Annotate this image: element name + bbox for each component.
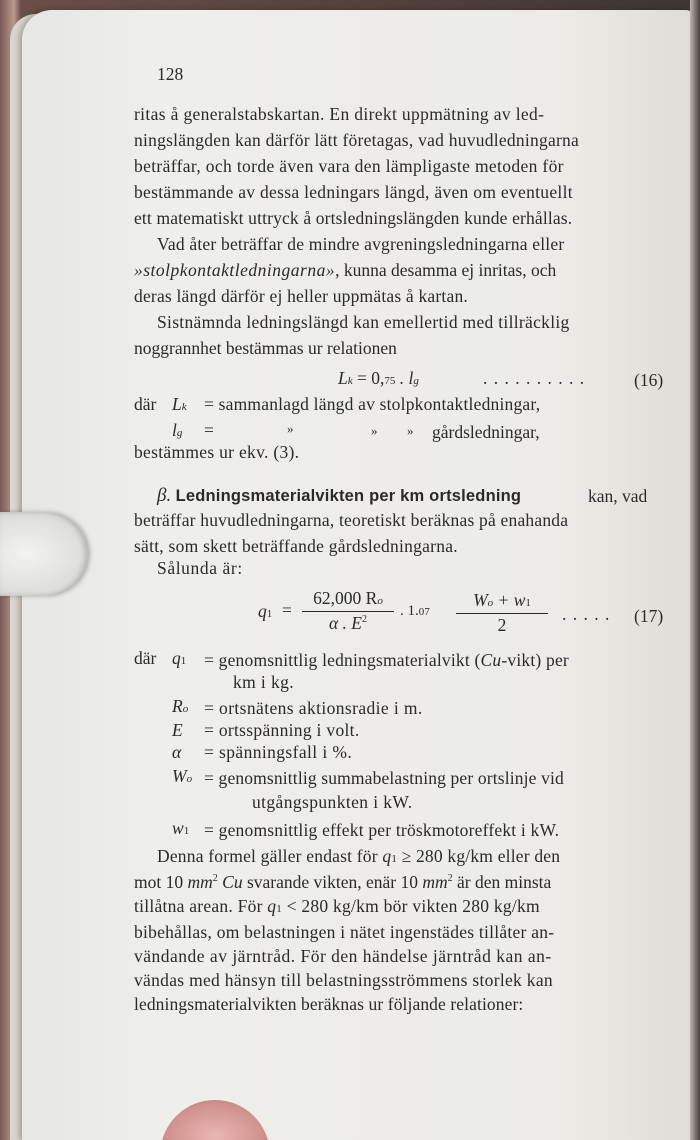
def-text-end: -vikt) per xyxy=(501,650,569,670)
final-l2b: mm xyxy=(187,872,213,892)
eq17-den1: α . E xyxy=(328,613,362,633)
final-line-5: vändande av järntråd. För den händelse järntråd kan an- xyxy=(134,946,552,966)
eq16-equals: = 0, xyxy=(357,368,385,388)
eq17-def-5-symbol xyxy=(172,768,192,786)
section-beta-line-4: Sålunda är: xyxy=(157,558,243,578)
def-sub: 1 xyxy=(183,825,190,837)
eq16-def-2-equals: = xyxy=(204,420,214,440)
eq16-def-2-rest: gårdsledningar, xyxy=(432,422,540,442)
eq17-lhs-symbol: q xyxy=(258,601,267,621)
text-line-7 xyxy=(134,262,556,280)
final-l2f: är den minsta xyxy=(457,872,552,892)
eq17-def-2-text: = ortsnätens aktionsradie i m. xyxy=(204,698,423,718)
page-number: 128 xyxy=(157,64,184,84)
eq17-equals: = xyxy=(282,600,292,620)
def-sym: E xyxy=(172,720,183,740)
def-text: = genomsnittlig ledningsmaterialvikt ( xyxy=(204,650,481,670)
eq16-def-1-symbol xyxy=(172,396,187,414)
eq16-number: (16) xyxy=(634,370,664,390)
eq16-coef: 75 xyxy=(384,375,396,387)
text-line-4: bestämmande av dessa ledningars längd, även om eventuellt xyxy=(134,182,573,202)
eq17-def-4-symbol xyxy=(172,744,181,762)
final-l3a: tillåtna arean. För xyxy=(134,896,263,916)
eq17-multiplier xyxy=(400,604,430,619)
def-cu: Cu xyxy=(480,650,502,670)
final-l1a: Denna formel gäller endast för xyxy=(157,846,378,866)
final-line-4: bibehållas, om belastningen i nätet ingenstädes tillåter an- xyxy=(134,922,555,942)
thumb-index-tab xyxy=(0,512,88,596)
eq17-den1-sup: 2 xyxy=(362,614,367,626)
eq17-def-1-symbol xyxy=(172,650,186,668)
ditto-mark-3: » xyxy=(407,423,414,438)
def-sym: L xyxy=(172,394,182,414)
eq17-def-4-text: = spänningsfall i %. xyxy=(204,742,353,762)
final-line-3 xyxy=(134,898,540,916)
section-beta-line-3: sätt, som skett beträffande gårdsledningarna. xyxy=(134,536,458,556)
page-gutter-shadow xyxy=(690,0,700,1140)
eq17-def-3-symbol xyxy=(172,722,183,740)
ditto-mark-2: » xyxy=(371,423,378,438)
final-q-sub: 1 xyxy=(391,853,398,865)
def-sym: w xyxy=(172,818,184,838)
eq16-def-2-symbol xyxy=(172,422,182,440)
final-line-2 xyxy=(134,874,551,892)
eq17-def-3-text: = ortsspänning i volt. xyxy=(204,720,360,740)
text-line-10: noggrannhet bestämmas ur relationen xyxy=(134,338,397,358)
eq17-def-2-symbol xyxy=(172,698,188,716)
text-line-1: ritas å generalstabskartan. En direkt uppmätning av led- xyxy=(134,104,545,124)
eq16-leader: . . . . . . . . . . xyxy=(483,368,586,388)
eq17-lhs-sub: 1 xyxy=(266,608,273,620)
final-line-7: ledningsmaterialvikten beräknas ur följande relationer: xyxy=(134,994,524,1014)
def-sub: k xyxy=(181,401,187,413)
final-q-2: q xyxy=(267,896,277,916)
text-line-2: ningslängden kan därför lätt företagas, vad huvudledningarna xyxy=(134,130,580,150)
def-sym: R xyxy=(172,696,183,716)
eq17-fraction-1-bar xyxy=(302,611,394,612)
section-title: Ledningsmaterialvikten per km ortsledning xyxy=(175,487,522,505)
section-marker: β. xyxy=(157,485,172,506)
final-line-1 xyxy=(157,848,560,866)
def-sub: o xyxy=(182,703,189,715)
eq17-num2-sub: o xyxy=(487,597,494,609)
section-beta-line-2: beträffar huvudledningarna, teoretiskt beräknas på enahanda xyxy=(134,510,569,530)
eq16-var: . l xyxy=(399,368,414,388)
final-l1b: ≥ 280 kg/km eller den xyxy=(401,846,561,866)
text-line-7-rest: , kunna desamma ej inritas, och xyxy=(335,260,557,280)
eq17-def-1-text xyxy=(204,652,569,670)
section-beta-line-1 xyxy=(157,486,521,505)
def-sub: o xyxy=(186,773,193,785)
eq17-mid-small: 07 xyxy=(418,606,430,618)
text-eq3-reference: bestämmes ur ekv. (3). xyxy=(134,442,300,462)
eq17-fraction-1-denominator xyxy=(302,615,394,633)
text-line-8: deras längd därför ej heller uppmätas å kartan. xyxy=(134,286,468,306)
final-l2a: mot 10 xyxy=(134,872,184,892)
eq16-def-prefix: där xyxy=(134,394,157,414)
eq17-def-prefix: där xyxy=(134,648,157,668)
final-l2c: Cu xyxy=(222,872,243,892)
eq17-lhs xyxy=(258,603,272,621)
final-l2e: mm xyxy=(422,872,448,892)
final-sq-2: 2 xyxy=(447,873,453,885)
final-q: q xyxy=(382,846,392,866)
eq17-fraction-2-bar xyxy=(456,613,548,614)
italic-term: »stolpkontaktledningarna» xyxy=(134,260,336,280)
final-l3b: < 280 kg/km bör vikten 280 kg/km xyxy=(286,896,540,916)
def-sym: q xyxy=(172,648,181,668)
def-sym: l xyxy=(172,420,177,440)
ditto-mark-1: » xyxy=(287,421,294,436)
eq17-leader: . . . . . xyxy=(562,604,611,624)
eq17-mid: . 1. xyxy=(400,603,419,619)
eq16-def-1-text: = sammanlagd längd av stolpkontaktledningar, xyxy=(204,394,541,414)
eq16-lhs-sub: k xyxy=(347,375,353,387)
eq17-num1-sub: o xyxy=(377,595,383,607)
text-line-9: Sistnämnda ledningslängd kan emellertid med tillräcklig xyxy=(157,312,570,332)
def-sub: g xyxy=(176,427,183,439)
text-line-6: Vad åter beträffar de mindre avgreningsledningarna eller xyxy=(157,234,565,254)
eq17-fraction-2-numerator xyxy=(456,592,548,610)
text-line-5: ett matematiskt uttryck å ortsledningslängden kunde erhållas. xyxy=(134,208,573,228)
final-sq-1: 2 xyxy=(212,873,218,885)
eq17-def-5-text: = genomsnittlig summabelastning per ortslinje vid xyxy=(204,768,564,788)
eq17-def-6-text: = genomsnittlig effekt per tröskmotoreffekt i kW. xyxy=(204,820,560,840)
eq17-num1: 62,000 R xyxy=(313,588,378,608)
eq17-num2: W xyxy=(473,590,488,610)
text-line-3: beträffar, och torde även vara den lämpligaste metoden för xyxy=(134,156,564,176)
final-line-6: vändas med hänsyn till belastningsströmmens storlek kan xyxy=(134,970,553,990)
def-sub: 1 xyxy=(180,655,187,667)
eq16-lhs: L xyxy=(338,368,348,388)
def-sym: α xyxy=(172,742,182,762)
final-l2d: svarande vikten, enär 10 xyxy=(246,872,418,892)
eq17-def-5-cont: utgångspunkten i kW. xyxy=(252,792,413,812)
eq17-number: (17) xyxy=(634,606,664,626)
final-q-sub-2: 1 xyxy=(276,903,283,915)
eq17-def-1-cont: km i kg. xyxy=(233,672,295,692)
eq17-fraction-1-numerator xyxy=(302,590,394,608)
def-sym: W xyxy=(172,766,187,786)
eq17-num2-sub2: 1 xyxy=(525,597,531,609)
section-beta-line-1-rest: kan, vad xyxy=(588,486,648,506)
eq17-num2-rest: + w xyxy=(497,590,526,610)
eq16-var-sub: g xyxy=(413,375,419,387)
eq17-def-6-symbol xyxy=(172,820,189,838)
equation-16 xyxy=(338,370,419,388)
eq17-fraction-2-denominator: 2 xyxy=(497,615,507,635)
